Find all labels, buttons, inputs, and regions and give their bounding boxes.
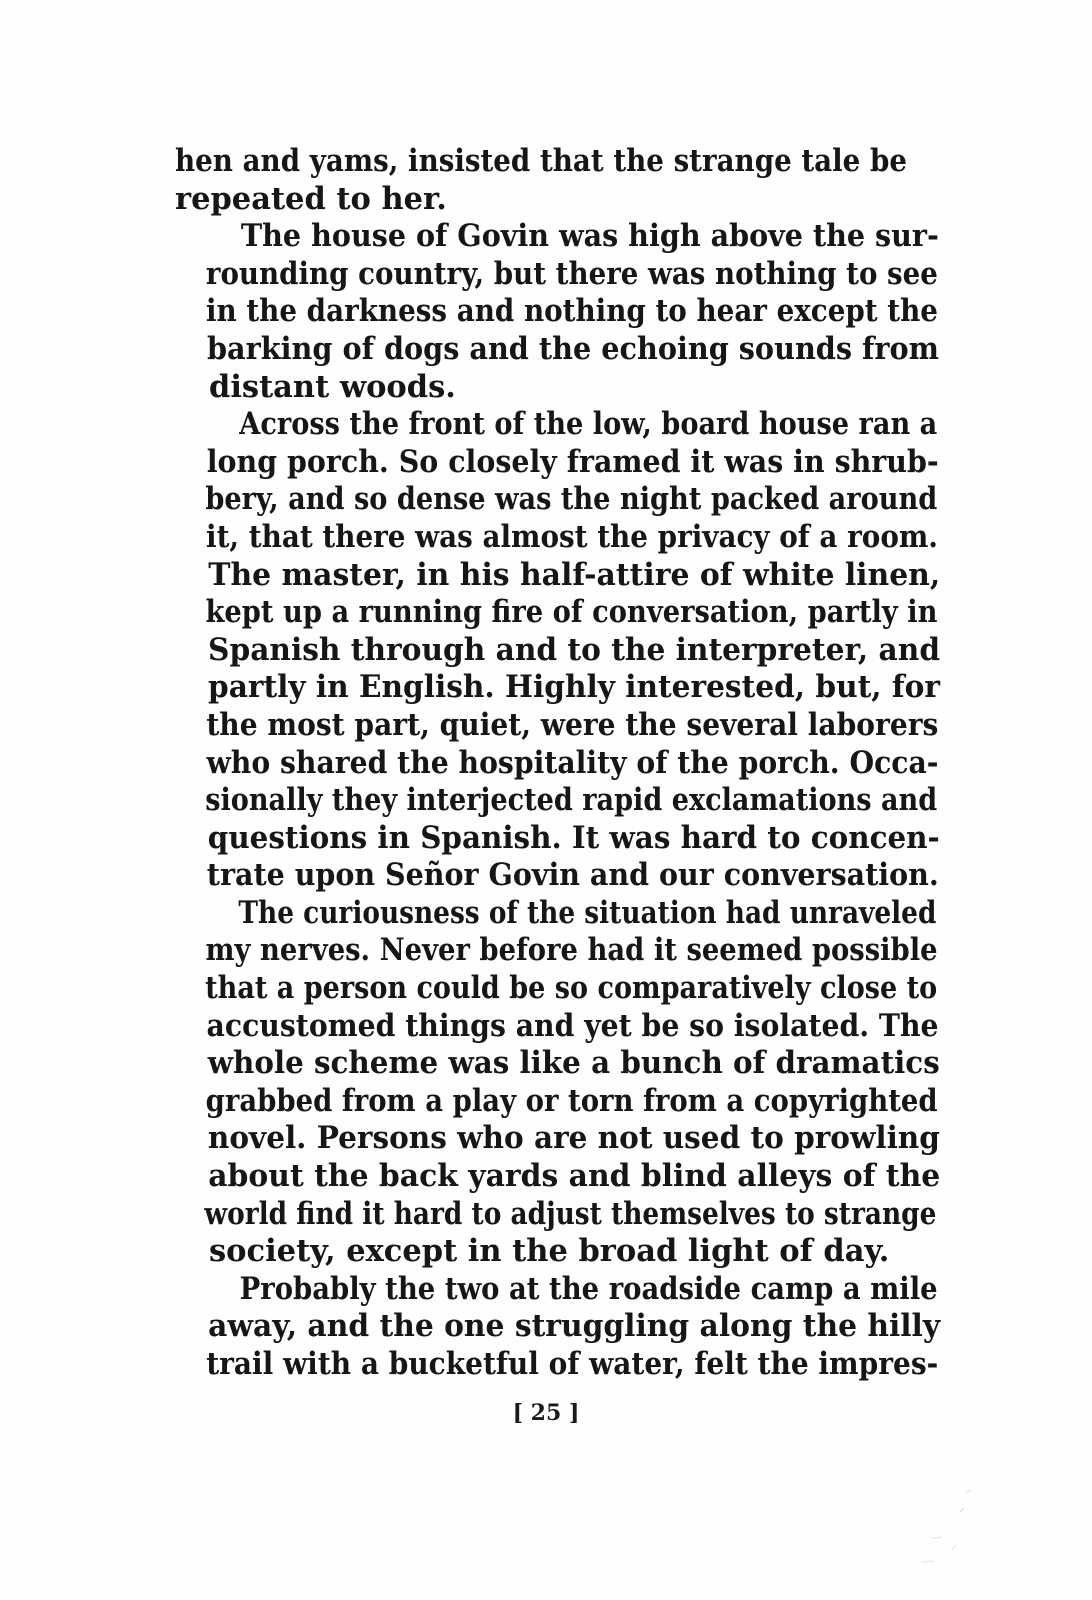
text-line: grabbed from a play or torn from a copyrighted [205, 1082, 938, 1119]
text-line: repeated to her. [175, 180, 447, 217]
text-line: it, that there was almost the privacy of a room. [205, 518, 938, 555]
text-line: Across the front of the low, board house ran a [239, 406, 938, 443]
text-line: who shared the hospitality of the porch. Occa- [206, 744, 939, 781]
text-line: The master, in his half-attire of white linen, [208, 556, 941, 593]
text-line: rounding country, but there was nothing to see [205, 255, 938, 292]
text-line: Probably the two at the roadside camp a mile [239, 1270, 938, 1307]
paragraph-4 [175, 894, 941, 1271]
text-line: about the back yards and blind alleys of the [208, 1158, 941, 1195]
text-line: Spanish through and to the interpreter, and [208, 631, 941, 668]
text-line: partly in English. Highly interested, but, for [207, 669, 940, 706]
paragraph-2 [175, 218, 939, 406]
paragraph-1 [175, 143, 907, 218]
scan-artifact-icon [912, 1490, 982, 1570]
paragraph-3 [175, 406, 941, 895]
text-line: my nerves. Never before had it seemed possible [205, 932, 938, 969]
text-line: world find it hard to adjust themselves to strange [204, 1195, 937, 1232]
body-text [175, 143, 941, 1384]
text-line: bery, and so dense was the night packed around [205, 481, 938, 518]
text-line: that a person could be so comparatively close to [205, 970, 938, 1007]
text-line: trail with a bucketful of water, felt the impres- [206, 1346, 939, 1382]
text-line: long porch. So closely framed it was in shrub- [206, 443, 939, 480]
text-line: distant woods. [209, 368, 456, 405]
text-line: questions in Spanish. It was hard to concen- [207, 819, 940, 856]
text-line: away, and the one struggling along the hilly [208, 1308, 941, 1345]
text-line: novel. Persons who are not used to prowling [207, 1120, 940, 1157]
text-line: sionally they interjected rapid exclamations and [205, 782, 938, 819]
paragraph-5 [175, 1270, 941, 1384]
text-line: accustomed things and yet be so isolated. The [206, 1007, 939, 1044]
text-line: trate upon Señor Govin and our conversation. [206, 857, 939, 894]
page-number: [ 25 ] [512, 1400, 580, 1426]
text-line: The curiousness of the situation had unraveled [238, 894, 937, 931]
text-line: the most part, quiet, were the several laborers [206, 706, 939, 743]
text-line: barking of dogs and the echoing sounds from [206, 330, 939, 367]
text-line: hen and yams, insisted that the strange tale be [175, 143, 907, 179]
text-line: The house of Govin was high above the sur- [240, 218, 939, 255]
text-line: society, except in the broad light of day. [209, 1233, 890, 1270]
text-line: in the darkness and nothing to hear except the [205, 293, 938, 330]
text-line: kept up a running fire of conversation, partly in [205, 594, 938, 631]
text-line: whole scheme was like a bunch of dramatics [207, 1045, 940, 1082]
